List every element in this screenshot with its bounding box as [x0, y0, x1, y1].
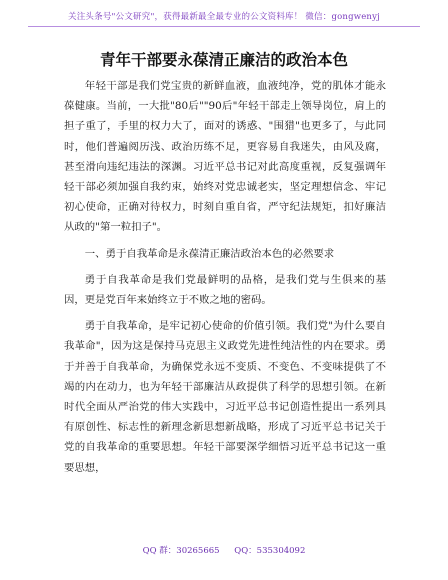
document-title: 青年干部要永葆清正廉洁的政治本色: [99, 51, 348, 69]
page-header-notice: 关注头条号"公文研究"，获得最新最全最专业的公文资料库！ 微信：gongwenyj: [68, 12, 380, 22]
section-heading: 一、勇于自我革命是永葆清正廉洁政治本色的必然要求: [84, 247, 335, 260]
body-paragraph: 勇于自我革命，是牢记初心使命的价值引领。我们党"为什么要自我革命"，因为这是保持马克思主义政党先进性纯洁性的内在要求。勇于并善于自我革命，为确保党永远不变质、不变色、不变味提供了不竭的内在动力，也为年轻干部廉洁从政提供了科学的思想引领。在新时代全面从严治党的伟大实践中，习近平总书记创造性提出一系列具有原创性、标志性的新理念新思想新战略，形成了习近平总书记关于党的自我革命的重要思想。年轻干部要深学细悟习近平总书记这一重要思想，: [64, 320, 386, 474]
body-paragraph: 年轻干部是我们党宝贵的新鲜血液，血液纯净，党的肌体才能永葆健康。当前，一大批"80后""90后"年轻干部走上领导岗位，肩上的担子重了，手里的权力大了，面对的诱惑、"围猎"也更多了，与此同时，他们普遍阅历浅、政治历练不足，更容易自我迷失，由风及腐，甚至滑向违纪违法的深渊。习近平总书记对此高度重视，反复强调年轻干部必须加强自我约束，始终对党忠诚老实，坚定理想信念、牢记初心使命，正确对待权力，时刻自重自省，严守纪法规矩，扣好廉洁从政的"第一粒扣子"。: [64, 80, 386, 234]
document-body: [64, 76, 386, 484]
footer-qq: QQ：535304092: [234, 546, 306, 556]
page-footer: [0, 544, 448, 556]
body-paragraph: 勇于自我革命是我们党最鲜明的品格，是我们党与生俱来的基因，更是党百年来始终立于不败之地的密码。: [64, 273, 386, 307]
footer-qq-group: QQ 群：30265665: [142, 546, 220, 556]
header-divider: [28, 26, 420, 27]
